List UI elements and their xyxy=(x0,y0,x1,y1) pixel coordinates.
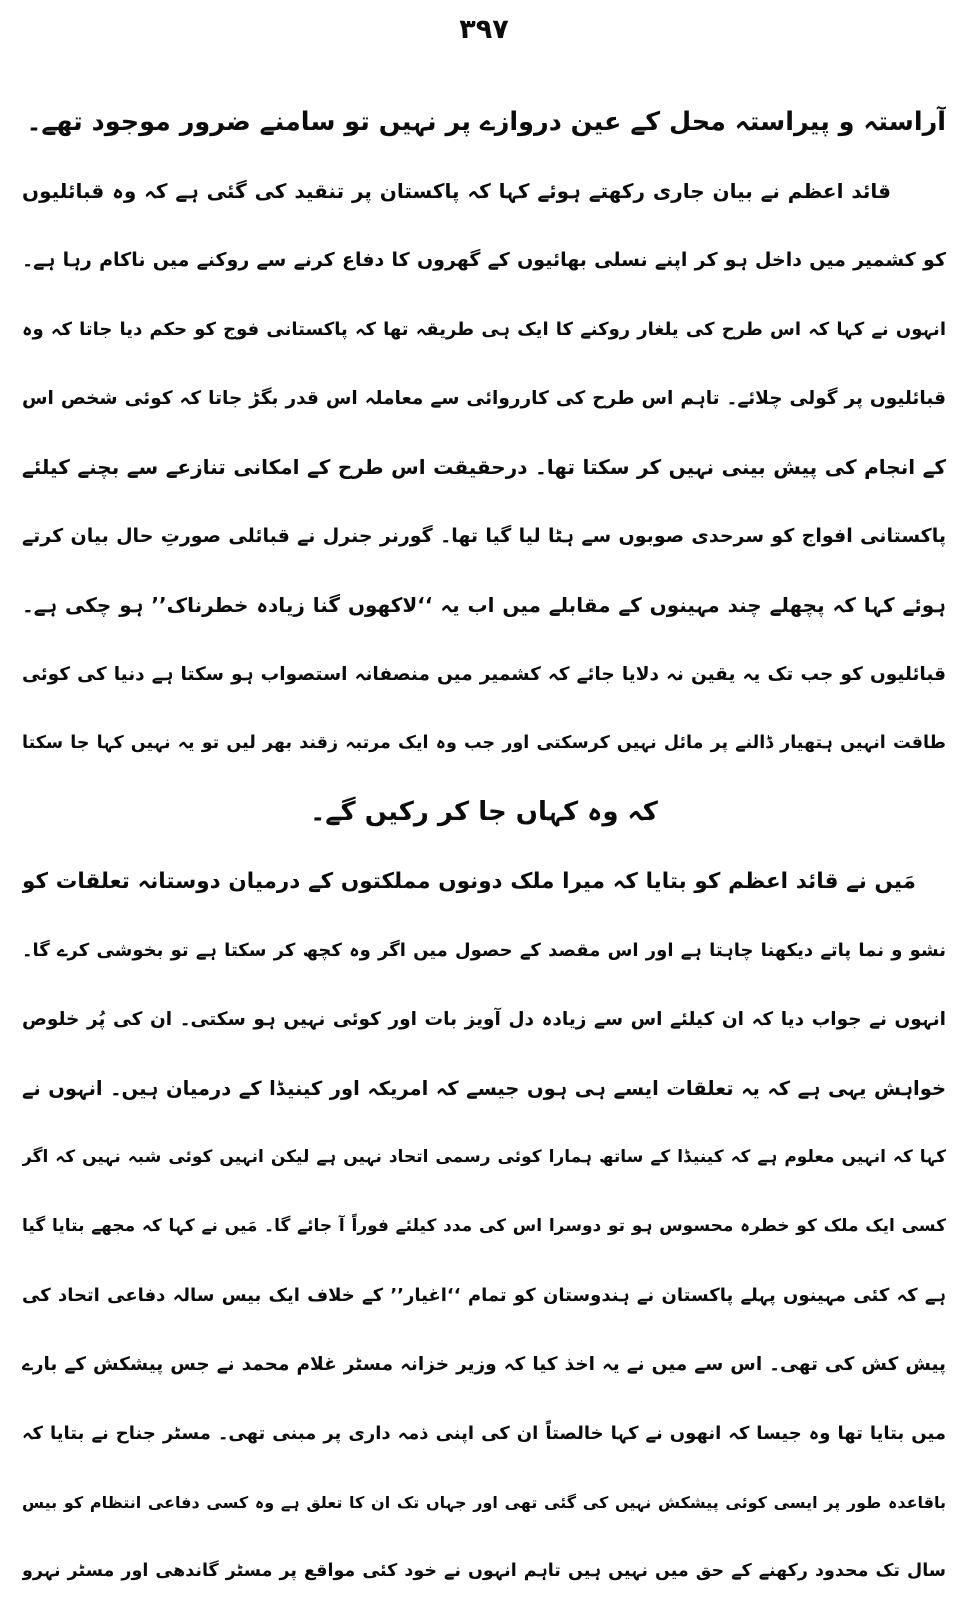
text-line: سال تک محدود رکھنے کے حق میں نہیں ہیں تاہم انہوں نے خود کئی مواقع پر مسٹر گاندھی اور مسٹر نہرو xyxy=(22,1561,946,1581)
text-line: پاکستانی افواج کو سرحدی صوبوں سے ہٹا لیا گیا تھا۔ گورنر جنرل نے قبائلی صورتِ حال بیان کرتے xyxy=(22,525,946,547)
text-line: طاقت انہیں ہتھیار ڈالنے پر مائل نہیں کرسکتی اور جب وہ ایک مرتبہ زقند بھر لیں تو یہ نہیں کہا جا سکتا xyxy=(22,733,946,753)
paragraph xyxy=(22,157,946,847)
text-line: انہوں نے جواب دیا کہ ان کیلئے اس سے زیادہ دل آویز بات اور کوئی نہیں ہو سکتی۔ ان کی پُر خلوص xyxy=(22,1009,946,1030)
text-line: کسی ایک ملک کو خطرہ محسوس ہو تو دوسرا اس کی مدد کیلئے فوراً آ جائے گا۔ مَیں نے کہا کہ مجھے بتایا گیا xyxy=(22,1216,946,1236)
page-number: ۳۹۷ xyxy=(459,14,509,45)
text-line: میں بتایا تھا وہ جیسا کہ انھوں نے کہا خالصتاً ان کی اپنی ذمہ داری پر مبنی تھی۔ مسٹر جناح نے بتایا کہ xyxy=(22,1423,946,1444)
text-line: کہا کہ انہیں معلوم ہے کہ کینیڈا کے ساتھ ہمارا کوئی رسمی اتحاد نہیں ہے لیکن انہیں کوئی شبہ نہیں کہ اگر xyxy=(22,1147,946,1167)
text-line: انہوں نے کہا کہ اس طرح کی یلغار روکنے کا ایک ہی طریقہ تھا کہ پاکستانی فوج کو حکم دیا جاتا کہ وہ xyxy=(22,319,946,340)
text-line: قبائلیوں کو جب تک یہ یقین نہ دلایا جائے کہ کشمیر میں منصفانہ استصواب ہو سکتا ہے دنیا کی کوئی xyxy=(22,664,946,685)
text-line: باقاعدہ طور پر ایسی کوئی پیشکش نہیں کی گئی تھی اور جہاں تک ان کا تعلق ہے وہ کسی دفاعی انتظام کو بیس xyxy=(22,1493,946,1512)
text-line: کو کشمیر میں داخل ہو کر اپنے نسلی بھائیوں کے گھروں کا دفاع کرنے سے روکنے میں ناکام رہا ہے۔ xyxy=(22,249,946,271)
text-line: قائد اعظم نے بیان جاری رکھتے ہوئے کہا کہ پاکستان پر تنقید کی گئی ہے کہ وہ قبائلیوں xyxy=(22,179,891,203)
text-line: نشو و نما پاتے دیکھنا چاہتا ہے اور اس مقصد کے حصول میں اگر وہ کچھ کر سکتا ہے تو بخوشی کرے گا۔ xyxy=(22,940,946,961)
text-line: کہ وہ کہاں جا کر رکیں گے۔ xyxy=(310,797,658,827)
text-line: ہوئے کہا کہ پچھلے چند مہینوں کے مقابلے میں اب یہ ‘‘لاکھوں گنا زیادہ خطرناک’’ ہو چکی ہے۔ xyxy=(22,593,946,617)
paragraph xyxy=(22,88,946,157)
text-line: قبائلیوں پر گولی چلائے۔ تاہم اس طرح کی کارروائی سے معاملہ اس قدر بگڑ جاتا کہ کوئی شخص اس xyxy=(22,388,946,409)
text-line: پیش کش کی تھی۔ اس سے میں نے یہ اخذ کیا کہ وزیر خزانہ مسٹر غلام محمد نے جس پیشکش کے بارے xyxy=(22,1354,946,1375)
text-line: ہے کہ کئی مہینوں پہلے پاکستان نے ہندوستان کو تمام ‘‘اغیار’’ کے خلاف ایک بیس سالہ دفاعی اتحاد کی xyxy=(22,1285,946,1306)
paragraph xyxy=(22,847,946,1606)
text-column xyxy=(0,88,968,1606)
text-line: خواہش یہی ہے کہ یہ تعلقات ایسے ہی ہوں جیسے کہ امریکہ اور کینیڈا کے درمیان ہیں۔ انہوں نے xyxy=(22,1077,946,1100)
text-line: آراستہ و پیراستہ محل کے عین دروازے پر نہیں تو سامنے ضرور موجود تھے۔ xyxy=(26,107,946,137)
text-line: مَیں نے قائد اعظم کو بتایا کہ میرا ملک دونوں مملکتوں کے درمیان دوستانہ تعلقات کو xyxy=(22,869,916,894)
text-line: کے انجام کی پیش بینی نہیں کر سکتا تھا۔ درحقیقت اس طرح کے امکانی تنازعے سے بچنے کیلئے xyxy=(22,455,946,479)
